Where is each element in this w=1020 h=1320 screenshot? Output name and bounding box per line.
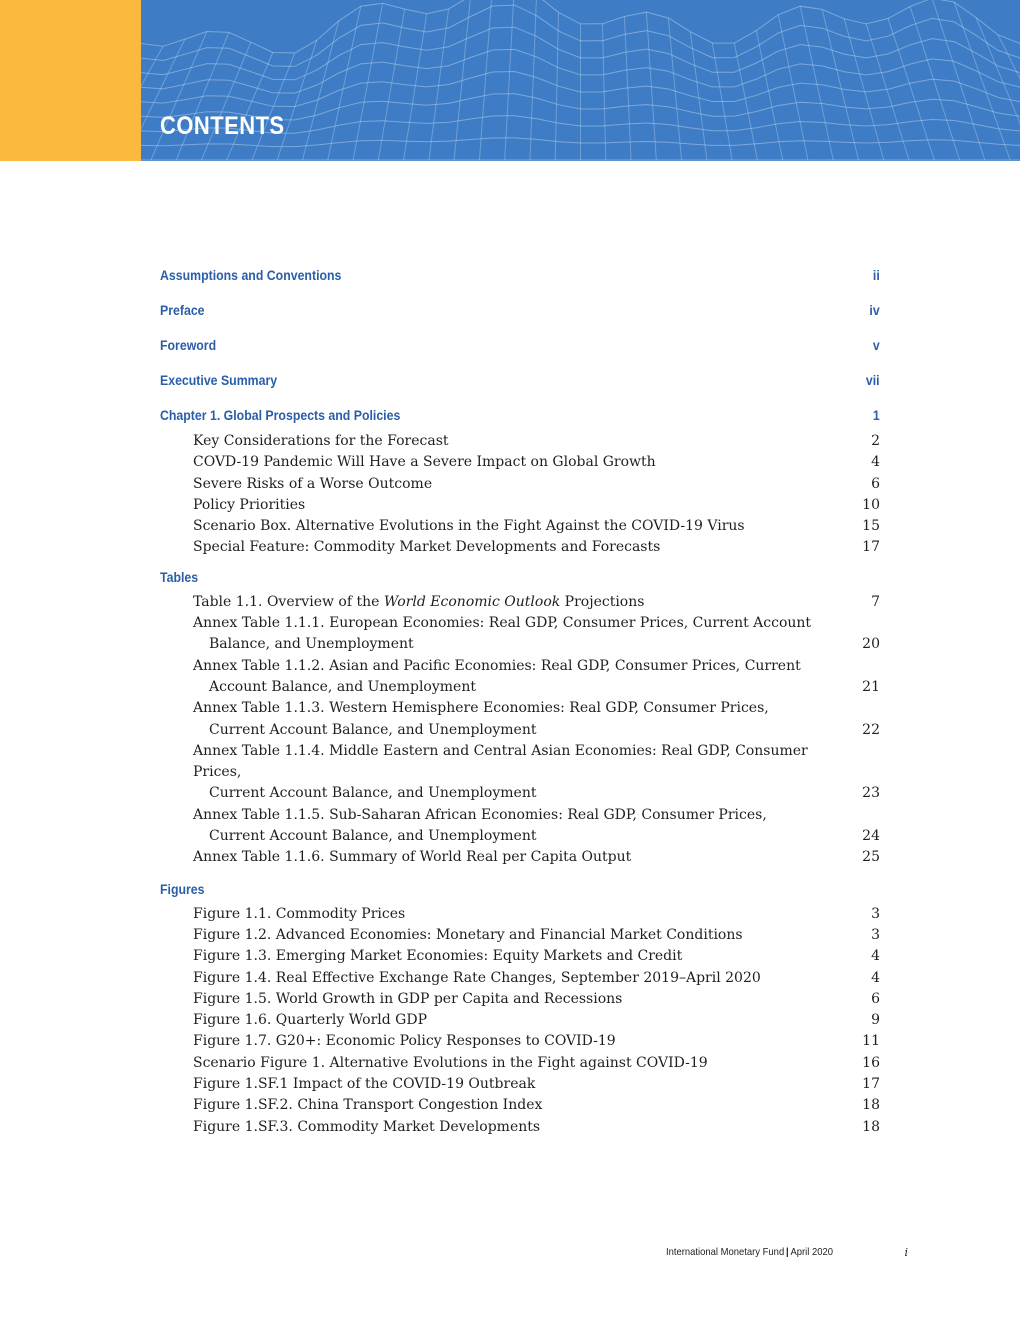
toc-entry-title: Annex Table 1.1.6. Summary of World Real per Capita Output [193,849,632,866]
toc-entry-title: Figure 1.7. G20+: Economic Policy Responses to COVID-19 [193,1033,616,1050]
orange-block [0,0,141,161]
toc-entry-chapter-1-item[interactable] [193,495,880,516]
toc-entry-annex-table-1-1-6[interactable] [193,847,880,868]
toc-entry-figure[interactable] [193,904,880,925]
toc-entry-title-pre: Table 1.1. Overview of the [193,593,384,610]
toc-entry-page: 20 [862,636,880,653]
toc-entry-figure[interactable] [193,989,880,1010]
tables-section [160,567,880,869]
toc-entry-page: 1 [873,407,880,423]
toc-entry-page: vii [866,372,880,388]
toc-entry-page: 16 [862,1054,880,1071]
toc-entry-title: Annex Table 1.1.2. Asian and Pacific Economies: Real GDP, Consumer Prices, Current [193,657,801,674]
tables-heading-label: Tables [160,568,199,585]
chapter-1-entries [193,431,880,559]
mesh-line [756,31,782,160]
mesh-line [530,0,537,160]
footer-credit [666,1246,833,1258]
toc-entry-title: Figure 1.SF.3. Commodity Market Developments [193,1118,541,1135]
mesh-line [201,42,251,160]
toc-entry-page: 15 [862,518,880,535]
footer-page-number: i [904,1246,908,1259]
toc-entry-chapter-1-item[interactable] [193,474,880,495]
toc-entry-page: 24 [862,828,880,845]
toc-entry-title: Figure 1.2. Advanced Economies: Monetary and Financial Market Conditions [193,926,743,943]
toc-entry-figure[interactable] [193,1095,880,1116]
toc-entry-title-continued: Current Account Balance, and Unemployment [209,785,537,802]
toc-entry-chapter-1[interactable] [160,405,880,425]
toc-entry-title: Scenario Box. Alternative Evolutions in the Fight Against the COVID-19 Virus [193,518,745,535]
toc-entry-page: 11 [862,1033,880,1050]
toc-entry-chapter-1-item[interactable] [193,452,880,473]
toc-entry-page: 6 [871,475,880,492]
toc-entry-executive-summary[interactable] [160,370,880,390]
mesh-line [141,39,185,160]
toc-entry-page: 17 [862,539,880,556]
toc-entry-figure[interactable] [193,1031,880,1052]
toc-entry-page: 3 [871,905,880,922]
toc-entry-page: 3 [871,926,880,943]
toc-entry-page: 17 [862,1076,880,1093]
toc-entry-page: iv [869,302,880,318]
toc-entry-title: Severe Risks of a Worse Outcome [193,475,433,492]
toc-entry-title: Figure 1.5. World Growth in GDP per Capita and Recessions [193,990,623,1007]
mesh-line [976,18,1020,161]
toc-entry-title: Scenario Figure 1. Alternative Evolutions in the Fight against COVID-19 [193,1054,708,1071]
figures-heading-label: Figures [160,880,205,897]
toc-entry-page: 23 [862,785,880,802]
toc-entry-title-continued: Current Account Balance, and Unemployment [209,721,537,738]
toc-entry-page: 4 [871,948,880,965]
page-footer [666,1246,916,1260]
tables-heading [160,567,880,587]
figures-section [160,879,880,1138]
toc-entry-page: 7 [871,593,880,610]
mesh-line [822,9,858,160]
toc-entry-page: 18 [862,1118,880,1135]
toc-entry-title: Figure 1.1. Commodity Prices [193,905,406,922]
toc-entry-page: 4 [871,969,880,986]
toc-entry-page: 25 [862,849,880,866]
toc-entry-figure[interactable] [193,1074,880,1095]
toc-entry-title: Figure 1.SF.2. China Transport Congestion Index [193,1097,543,1114]
mesh-line [910,7,960,161]
mesh-line [778,15,808,160]
toc-entry-annex-table[interactable] [193,613,880,656]
toc-entry-title: Foreword [160,337,217,353]
toc-entry-page: 18 [862,1097,880,1114]
footer-date: April 2020 [790,1246,834,1258]
toc-entry-title: COVD-19 Pandemic Will Have a Severe Impact on Global Growth [193,454,656,471]
toc-entry-title-continued: Account Balance, and Unemployment [209,678,476,695]
toc-entry-figure[interactable] [193,946,880,967]
toc-entry-title: Figure 1.3. Emerging Market Economies: Equity Markets and Credit [193,948,683,965]
mesh-line [479,0,492,160]
toc-entry-title: Annex Table 1.1.3. Western Hemisphere Economies: Real GDP, Consumer Prices, [193,700,769,717]
toc-entry-title: Figure 1.6. Quarterly World GDP [193,1012,428,1029]
toc-entry-figure[interactable] [193,1053,880,1074]
header-banner [0,0,1020,161]
toc-entry-figure[interactable] [193,968,880,989]
mesh-line [303,21,339,160]
tables-entries [193,592,880,869]
toc-entry-page: ii [873,267,880,283]
toc-entry-table-1-1[interactable] [193,592,880,613]
toc-entry-title-continued: Current Account Balance, and Unemployment [209,828,537,845]
toc-entry-page: 22 [862,721,880,738]
footer-publisher: International Monetary Fund [666,1246,785,1258]
mesh-line [227,53,273,161]
toc-entry-title: Preface [160,302,205,318]
mesh-line [328,6,361,160]
toc-entry-annex-table[interactable] [193,805,880,848]
toc-entry-title: Annex Table 1.1.1. European Economies: Real GDP, Consumer Prices, Current Account [193,615,812,632]
toc-entry-title: Key Considerations for the Forecast [193,433,449,449]
toc-entry-annex-table[interactable] [193,698,880,741]
toc-entry-title-post: Projections [560,593,645,610]
toc-entry-title-continued: Balance, and Unemployment [209,636,414,653]
toc-entry-page: 6 [871,990,880,1007]
toc-entry-figure[interactable] [193,1010,880,1031]
toc-entry-title: Annex Table 1.1.5. Sub-Saharan African Economies: Real GDP, Consumer Prices, [193,806,767,823]
toc-entry-page: 9 [871,1012,880,1029]
figures-entries [193,904,880,1138]
figures-heading [160,879,880,899]
mesh-line [734,43,757,160]
page-title: CONTENTS [160,112,285,140]
toc-entry-figure[interactable] [193,1117,880,1138]
toc-entry-chapter-1-item[interactable] [193,431,880,452]
toc-entry-chapter-1-item[interactable] [193,537,880,558]
toc-entry-foreword[interactable] [160,335,880,355]
toc-entry-chapter-1-item[interactable] [193,516,880,537]
mesh-line [505,0,515,160]
toc-entry-title: Chapter 1. Global Prospects and Policies [160,407,401,423]
table-of-contents [160,265,880,1144]
toc-entry-page: 21 [862,678,880,695]
toc-entry-annex-table[interactable] [193,656,880,699]
toc-entry-title: Special Feature: Commodity Market Developments and Forecasts [193,539,661,556]
toc-entry-figure[interactable] [193,925,880,946]
mesh-line [277,40,317,160]
toc-entry-title: Policy Priorities [193,496,306,513]
toc-entry-title: Annex Table 1.1.4. Middle Eastern and Central Asian Economies: Real GDP, Consumer Prices, [193,742,808,781]
toc-entry-assumptions[interactable] [160,265,880,285]
toc-entry-title: Assumptions and Conventions [160,267,342,283]
toc-entry-page: 2 [871,433,880,449]
toc-entry-page: v [873,337,880,353]
toc-entry-annex-table[interactable] [193,741,880,805]
footer-separator: | [785,1246,789,1258]
toc-entry-title: Figure 1.SF.1 Impact of the COVID-19 Outbreak [193,1076,536,1093]
toc-entry-page: 10 [862,496,880,513]
toc-entry-page: 4 [871,454,880,471]
mesh-line [954,2,1010,160]
toc-entry-title: Executive Summary [160,372,278,388]
chapter-1-section [160,405,880,559]
toc-entry-preface[interactable] [160,300,880,320]
annex-table-entries [193,613,880,847]
mesh-line [866,24,909,160]
toc-entry-title: Figure 1.4. Real Effective Exchange Rate Changes, September 2019–April 2020 [193,969,761,986]
toc-entry-title-italic: World Economic Outlook [383,593,561,610]
